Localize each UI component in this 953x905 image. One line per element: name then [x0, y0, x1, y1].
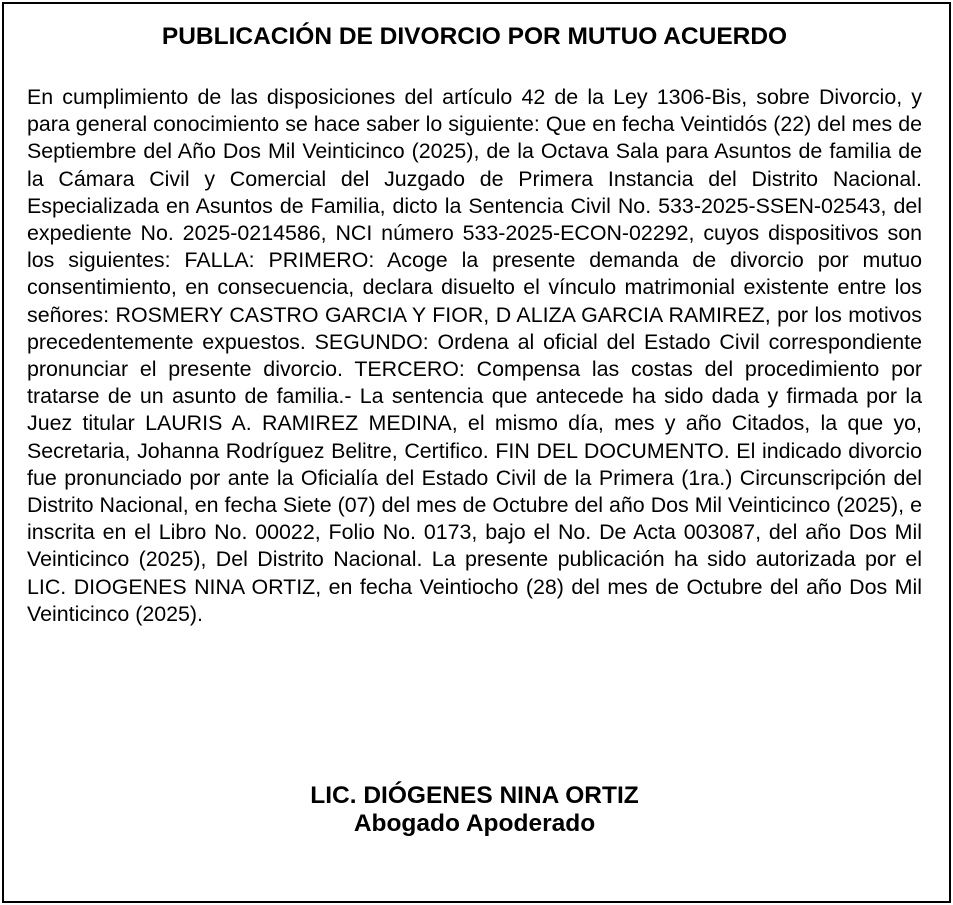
notice-body: En cumplimiento de las disposiciones del artículo 42 de la Ley 1306-Bis, sobre Divorcio, y para general conocimiento se hace saber lo siguiente: Que en fecha Veintidós (22) del mes de Septiembre del Año Dos Mil Veinticinco (2025), de la Octava Sala para Asuntos de familia de la Cámara Civil y Comercial del Juzgado de Primera Instancia del Distrito Nacional. Especializada en Asuntos de Familia, dicto la Sentencia Civil No. 533-2025-SSEN-02543, del expediente No. 2025-0214586, NCI número 533-2025-ECON-02292, cuyos dispositivos son los siguientes: FALLA: PRIMERO: Acoge la presente demanda de divorcio por mutuo consentimiento, en consecuencia, declara disuelto el vínculo matrimonial existente entre los señores: ROSMERY CASTRO GARCIA Y FIOR, D ALIZA GARCIA RAMIREZ, por los motivos precedentemente expuestos. SEGUNDO: Ordena al oficial del Estado Civil correspondiente pronunciar el presente divorcio. TERCERO: Compensa las costas del procedimiento por tratarse de un asunto de familia.- La sentencia que antecede ha sido dada y firmada por la Juez titular LAURIS A. RAMIREZ MEDINA, el mismo día, mes y año Citados, la que yo, Secretaria, Johanna Rodríguez Belitre, Certifico. FIN DEL DOCUMENTO. El indicado divorcio fue pronunciado por ante la Oficialía del Estado Civil de la Primera (1ra.) Circunscripción del Distrito Nacional, en fecha Siete (07) del mes de Octubre del año Dos Mil Veinticinco (2025), e inscrita en el Libro No. 00022, Folio No. 0173, bajo el No. De Acta 003087, del año Dos Mil Veinticinco (2025), Del Distrito Nacional. La presente publicación ha sido autorizada por el LIC. DIOGENES NINA ORTIZ, en fecha Veintiocho (28) del mes de Octubre del año Dos Mil Veinticinco (2025).: [27, 85, 922, 626]
signature-name: LIC. DIÓGENES NINA ORTIZ: [310, 782, 639, 809]
signature-role: Abogado Apoderado: [353, 810, 596, 837]
signature-block: [0, 782, 949, 838]
notice-title: PUBLICACIÓN DE DIVORCIO POR MUTUO ACUERDO: [161, 23, 788, 50]
